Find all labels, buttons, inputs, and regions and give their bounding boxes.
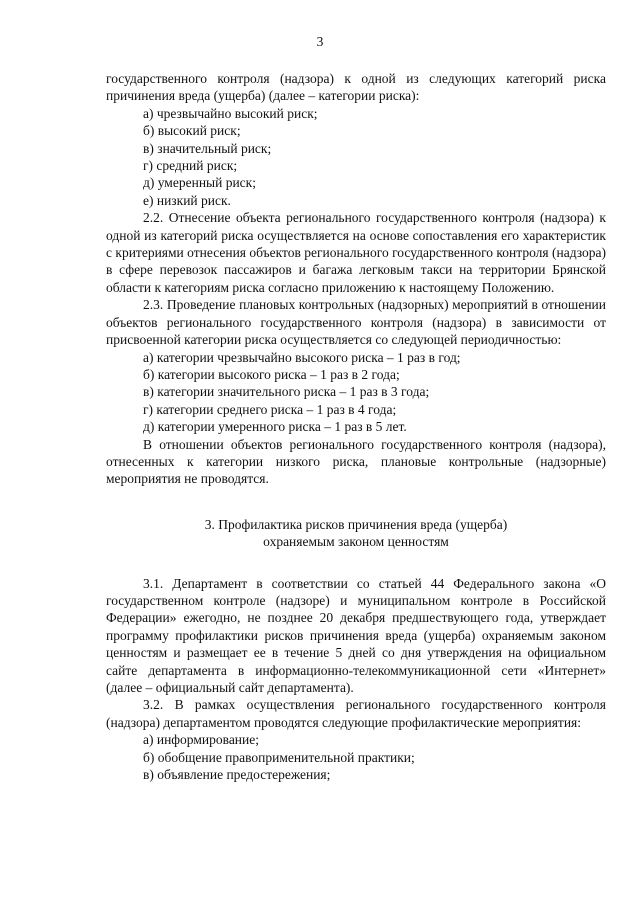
list-item: е) низкий риск. xyxy=(143,192,231,208)
list-item: а) категории чрезвычайно высокого риска – 1 раз в год; xyxy=(143,349,461,365)
paragraph-3-1: 3.1. Департамент в соответствии со статьей 44 Федерального закона «О государственном контроле (надзоре) и муниципальном контроле в Российской Федерации» ежегодно, не позднее 20 декабря предшествующего года, утверждает программу профилактики рисков причинения вреда (ущерба) охраняемым законом ценностям и размещает ее в течение 5 дней со дня утверждения на официальном сайте департамента в информационно-телекоммуникационной сети «Интернет» (далее – официальный сайт департамента). xyxy=(106,575,606,695)
section-heading-line: 3. Профилактика рисков причинения вреда (ущерба) xyxy=(204,516,508,532)
list-item: г) категории среднего риска – 1 раз в 4 года; xyxy=(143,401,397,417)
section-heading-line: охраняемым законом ценностям xyxy=(263,534,449,550)
list-item: д) умеренный риск; xyxy=(143,175,256,191)
page-number: 3 xyxy=(316,34,324,49)
low-risk-paragraph: В отношении объектов регионального государственного контроля (надзора), отнесенных к категории низкого риска, плановые контрольные (надзорные) мероприятия не проводятся. xyxy=(106,436,606,487)
list-item: б) высокий риск; xyxy=(143,123,241,139)
prevention-measures-list xyxy=(106,731,606,783)
list-item: б) обобщение правоприменительной практики; xyxy=(143,749,415,765)
list-item: г) средний риск; xyxy=(143,158,238,174)
list-item: б) категории высокого риска – 1 раз в 2 года; xyxy=(143,366,400,382)
list-item: в) значительный риск; xyxy=(143,140,272,156)
risk-category-list xyxy=(106,105,606,209)
document-body xyxy=(106,70,606,783)
list-item: в) категории значительного риска – 1 раз в 3 года; xyxy=(143,384,430,400)
paragraph-2-2: 2.2. Отнесение объекта регионального государственного контроля (надзора) к одной из категорий риска осуществляется на основе сопоставления его характеристик с критериями отнесения объектов регионального государственного контроля (надзора) в сфере перевозок пассажиров и багажа легковым такси на территории Брянской области к категориям риска согласно приложению к настоящему Положению. xyxy=(106,210,606,295)
section-3-heading xyxy=(106,516,606,551)
periodicity-list xyxy=(106,349,606,436)
list-item: в) объявление предостережения; xyxy=(143,767,331,783)
continuation-paragraph: государственного контроля (надзора) к одной из следующих категорий риска причинения вреда (ущерба) (далее – категории риска): xyxy=(106,71,606,104)
list-item: а) информирование; xyxy=(143,732,260,748)
list-item: а) чрезвычайно высокий риск; xyxy=(143,105,318,121)
paragraph-3-2: 3.2. В рамках осуществления регионального государственного контроля (надзора) департаментом проводятся следующие профилактические мероприятия: xyxy=(106,697,606,730)
paragraph-2-3: 2.3. Проведение плановых контрольных (надзорных) мероприятий в отношении объектов регионального государственного контроля (надзора) в зависимости от присвоенной категории риска осуществляется со следующей периодичностью: xyxy=(106,297,606,348)
list-item: д) категории умеренного риска – 1 раз в 5 лет. xyxy=(143,419,407,435)
